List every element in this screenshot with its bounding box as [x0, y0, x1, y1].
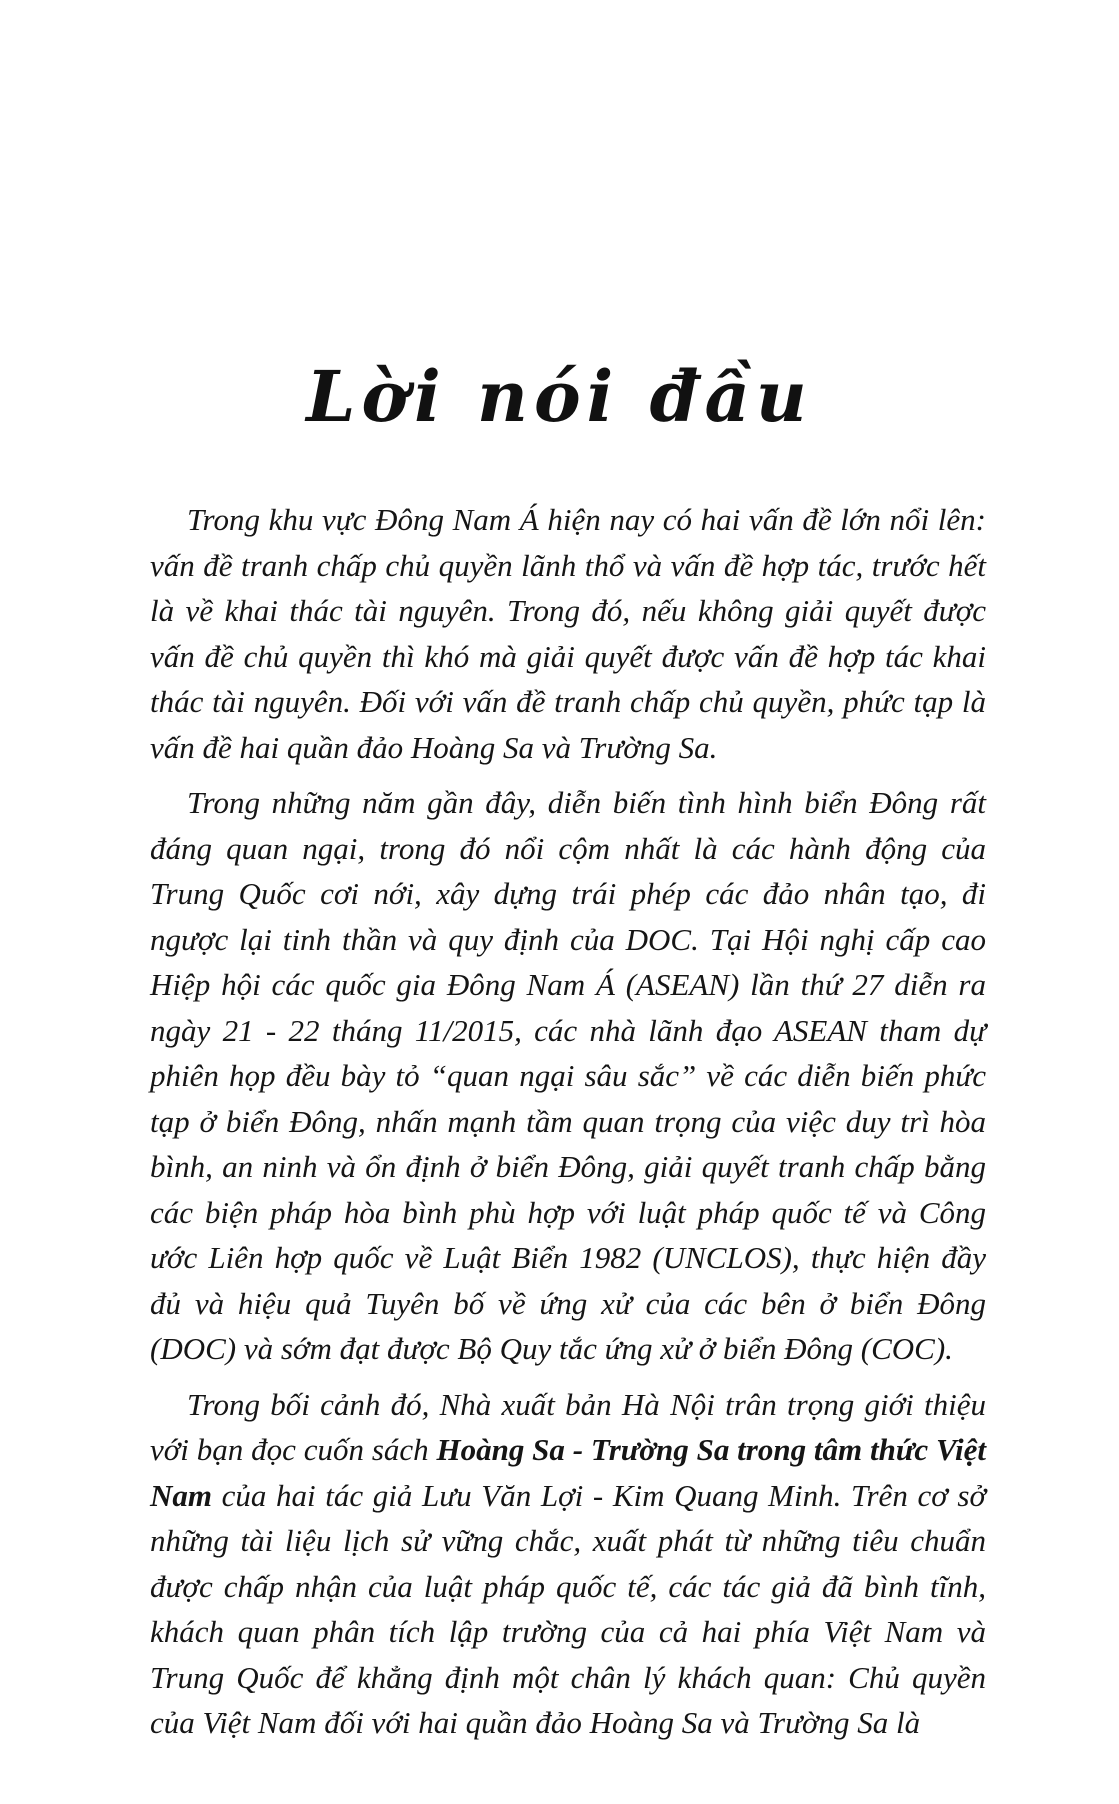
- preface-body: [150, 497, 986, 1756]
- paragraph-3: [150, 1382, 986, 1746]
- book-title: Hoàng Sa - Trường Sa trong tâm thức Việt Nam: [150, 1432, 986, 1513]
- page-title: Lời nói đầu: [306, 355, 813, 438]
- paragraph-2: Trong những năm gần đây, diễn biến tình hình biển Đông rất đáng quan ngại, trong đó nổi cộm nhất là các hành động của Trung Quốc cơi nới, xây dựng trái phép các đảo nhân tạo, đi ngược lại tinh thần và quy định của DOC. Tại Hội nghị cấp cao Hiệp hội các quốc gia Đông Nam Á (ASEAN) lần thứ 27 diễn ra ngày 21 - 22 tháng 11/2015, các nhà lãnh đạo ASEAN tham dự phiên họp đều bày tỏ “quan ngại sâu sắc” về các diễn biến phức tạp ở biển Đông, nhấn mạnh tầm quan trọng của việc duy trì hòa bình, an ninh và ổn định ở biển Đông, giải quyết tranh chấp bằng các biện pháp hòa bình phù hợp với luật pháp quốc tế và Công ước Liên hợp quốc về Luật Biển 1982 (UNCLOS), thực hiện đầy đủ và hiệu quả Tuyên bố về ứng xử của các bên ở biển Đông (DOC) và sớm đạt được Bộ Quy tắc ứng xử ở biển Đông (COC).: [150, 785, 986, 1366]
- paragraph-3-intro: Trong bối cảnh đó, Nhà xuất bản Hà Nội trân trọng giới thiệu với bạn đọc cuốn sách: [150, 1386, 986, 1467]
- paragraph-3-rest: của hai tác giả Lưu Văn Lợi - Kim Quang Minh. Trên cơ sở những tài liệu lịch sử vững chắc, xuất phát từ những tiêu chuẩn được chấp nhận của luật pháp quốc tế, các tác giả đã bình tĩnh, khách quan phân tích lập trường của cả hai phía Việt Nam và Trung Quốc để khẳng định một chân lý khách quan: Chủ quyền của Việt Nam đối với hai quần đảo Hoàng Sa và Trường Sa là: [150, 1477, 986, 1740]
- paragraph-1: Trong khu vực Đông Nam Á hiện nay có hai vấn đề lớn nổi lên: vấn đề tranh chấp chủ quyền lãnh thổ và vấn đề hợp tác, trước hết là về khai thác tài nguyên. Trong đó, nếu không giải quyết được vấn đề chủ quyền thì khó mà giải quyết được vấn đề hợp tác khai thác tài nguyên. Đối với vấn đề tranh chấp chủ quyền, phức tạp là vấn đề hai quần đảo Hoàng Sa và Trường Sa.: [150, 502, 986, 765]
